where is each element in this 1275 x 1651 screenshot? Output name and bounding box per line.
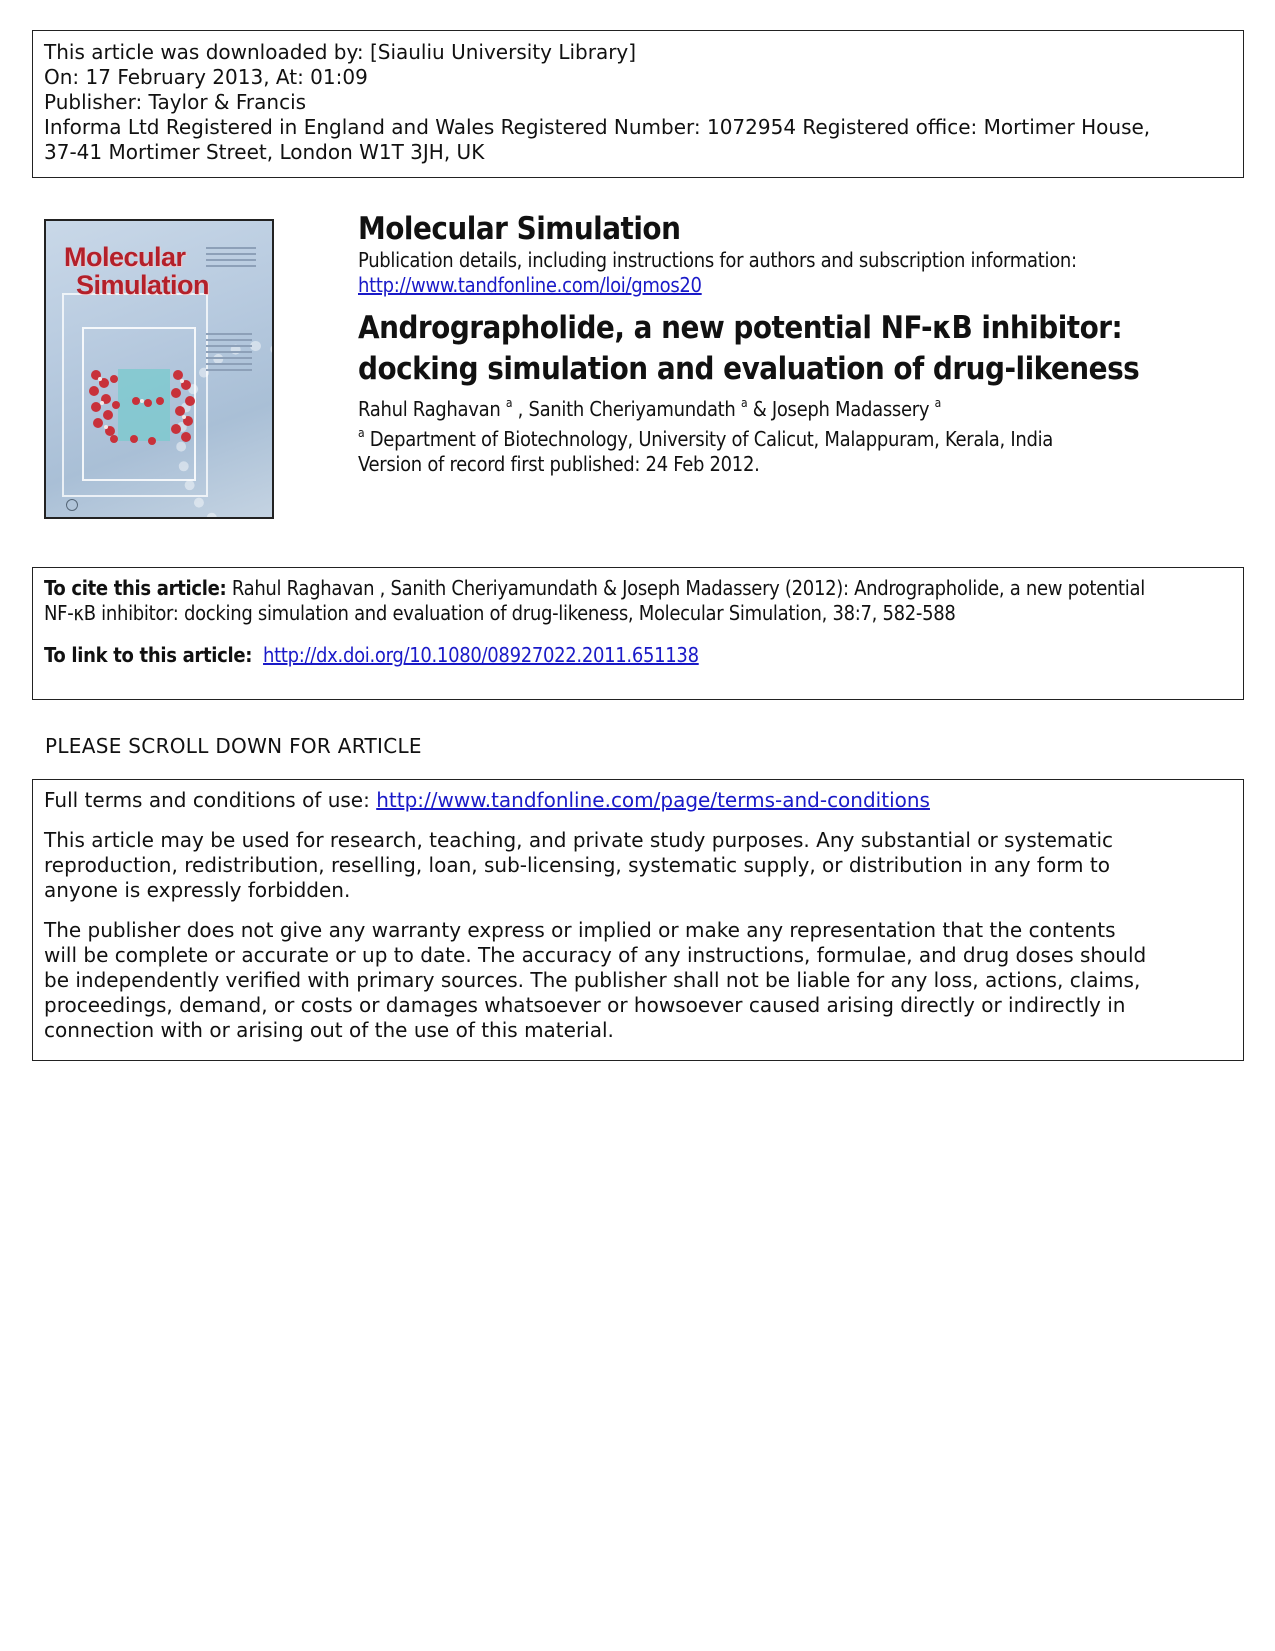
registration-info: Informa Ltd Registered in England and Wales Registered Number: 1072954 Registered office: Mortimer House,	[44, 115, 1151, 139]
version-of-record: Version of record first published: 24 Feb 2012.	[358, 452, 760, 476]
terms-link[interactable]: http://www.tandfonline.com/page/terms-and-conditions	[376, 788, 930, 812]
article-header	[358, 210, 1238, 477]
citation-box	[32, 567, 1244, 700]
download-notice-box	[32, 30, 1244, 178]
affiliation-mark: a	[740, 396, 748, 410]
disclaimer-paragraph: The publisher does not give any warranty express or implied or make any representation that the contents will be complete or accurate or up to date. The accuracy of any instructions, formulae, and drug doses should be independently verified with primary sources. The publisher shall not be liable for any loss, actions, claims, proceedings, demand, or costs or damages whatsoever or howsoever caused arising directly or indirectly in connection with or arising out of the use of this material.	[44, 918, 1147, 1042]
citation-text: To cite this article: Rahul Raghavan , Sanith Cheriyamundath & Joseph Madassery (2012): Andrographolide, a new potential NF-κB inhibitor: docking simulation and evaluation of drug-likeness, Molecular Simulation, 38:7, 582-588	[44, 576, 1145, 625]
downloaded-by: This article was downloaded by: [Siauliu University Library]	[44, 40, 637, 64]
registered-address: 37-41 Mortimer Street, London W1T 3JH, UK	[44, 140, 485, 164]
author-name: Rahul Raghavan	[358, 397, 501, 421]
usage-paragraph: This article may be used for research, teaching, and private study purposes. Any substantial or systematic reproduction, redistribution, reselling, loan, sub-licensing, systematic supply, or distribution in any form to anyone is expressly forbidden.	[44, 828, 1114, 902]
author-name: Sanith Cheriyamundath	[528, 397, 736, 421]
article-link-row	[44, 643, 1232, 668]
publisher-logo-icon	[66, 499, 78, 511]
terms-label: Full terms and conditions of use:	[44, 788, 370, 812]
affiliation-mark: a	[505, 396, 513, 410]
scroll-notice: PLEASE SCROLL DOWN FOR ARTICLE	[45, 734, 422, 758]
doi-link[interactable]: http://dx.doi.org/10.1080/08927022.2011.651138	[263, 643, 699, 667]
download-date: On: 17 February 2013, At: 01:09	[44, 65, 368, 89]
affiliation-mark: a	[358, 426, 365, 440]
molecule-graphic	[86, 361, 201, 449]
author-list: Rahul Raghavan $^a$ , Sanith Cheriyamundath $^a$ & Joseph Madassery $^a$	[358, 396, 941, 421]
author-name: Joseph Madassery	[771, 397, 930, 421]
affiliation-mark: a	[934, 396, 941, 410]
link-label: To link to this article:	[44, 643, 253, 667]
cover-title: Molecular Simulation	[64, 242, 210, 300]
cite-label: To cite this article:	[44, 576, 227, 600]
publication-details: Publication details, including instructions for authors and subscription information:	[358, 248, 1077, 272]
cover-editors	[206, 329, 252, 375]
terms-link-row	[44, 788, 1232, 813]
article-title: Andrographolide, a new potential NF-κB inhibitor: docking simulation and evaluation of drug-likeness	[358, 310, 1140, 387]
journal-title: Molecular Simulation	[358, 211, 681, 247]
cover-volume-info	[206, 243, 256, 271]
affiliation: $^a$ Department of Biotechnology, University of Calicut, Malappuram, Kerala, India	[358, 426, 1053, 451]
publisher: Publisher: Taylor & Francis	[44, 90, 307, 114]
journal-url-link[interactable]: http://www.tandfonline.com/loi/gmos20	[358, 273, 702, 297]
journal-cover-image	[44, 219, 274, 519]
terms-box	[32, 779, 1244, 1061]
